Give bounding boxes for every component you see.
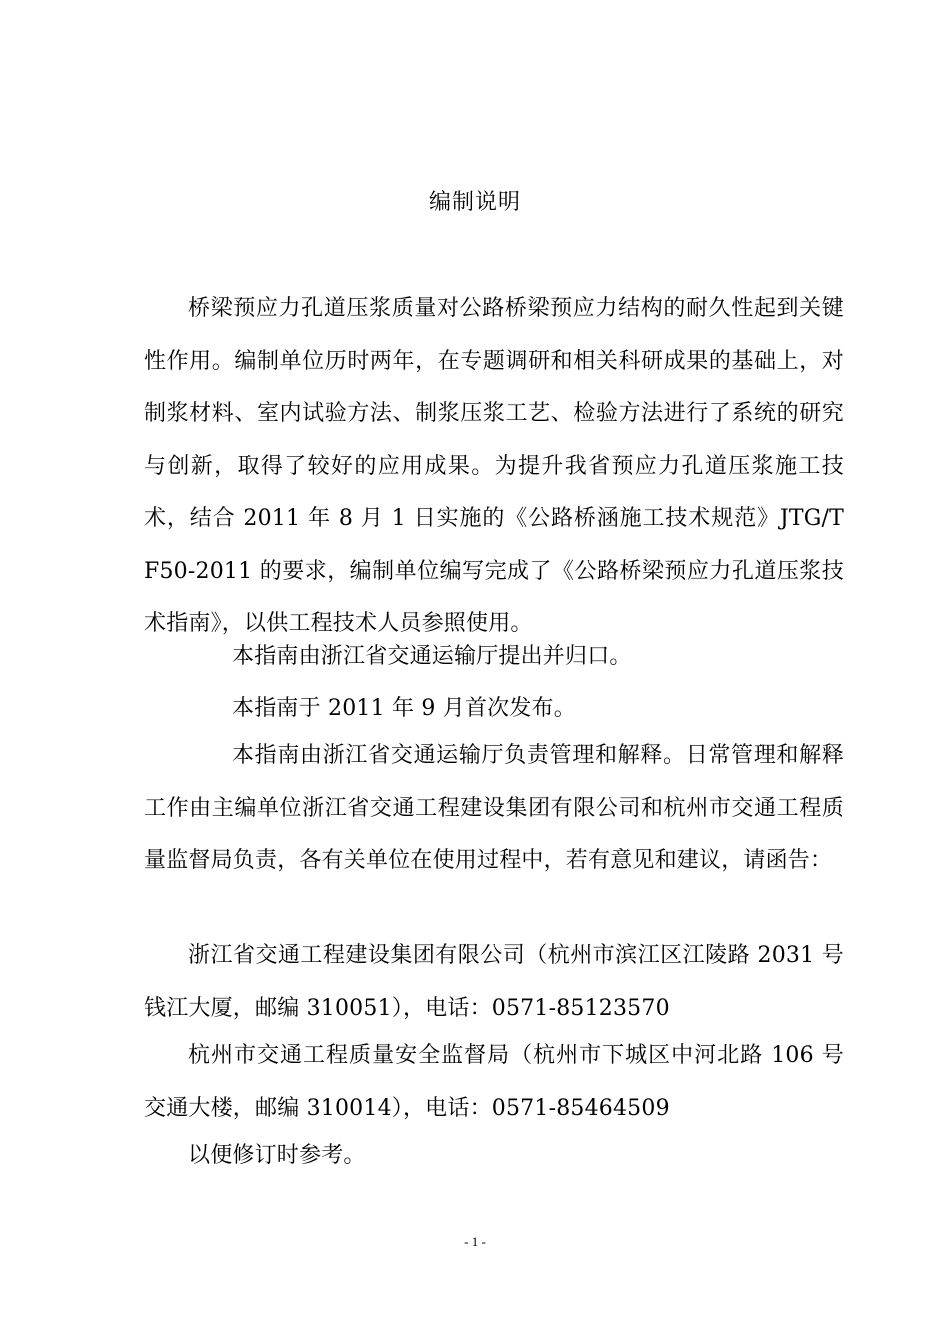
- paragraph-management: 本指南由浙江省交通运输厅负责管理和解释。日常管理和解释工作由主编单位浙江省交通工程建设集团有限公司和杭州市交通工程质量监督局负责，各有关单位在使用过程中，若有意见和建议，请函告：: [144, 743, 844, 873]
- page-number: - 1 -: [464, 1234, 486, 1249]
- paragraph-responsible-dept: 本指南由浙江省交通运输厅提出并归口。: [232, 644, 632, 669]
- paragraph-contact-2: 杭州市交通工程质量安全监督局（杭州市下城区中河北路 106 号交通大楼，邮编 310014），电话：0571-85464509: [144, 1043, 844, 1121]
- paragraph-release-date: 本指南于 2011 年 9 月首次发布。: [232, 696, 576, 721]
- document-title: 编制说明: [428, 190, 521, 215]
- paragraph-contact-1: 浙江省交通工程建设集团有限公司（杭州市滨江区江陵路 2031 号钱江大厦，邮编 310051），电话：0571-85123570: [144, 943, 844, 1021]
- paragraph-intro: 桥梁预应力孔道压浆质量对公路桥梁预应力结构的耐久性起到关键性作用。编制单位历时两年，在专题调研和相关科研成果的基础上，对制浆材料、室内试验方法、制浆压浆工艺、检验方法进行了系统的研究与创新，取得了较好的应用成果。为提升我省预应力孔道压浆施工技术，结合 2011 年 8 月 1 日实施的《公路桥涵施工技术规范》JTG/T F50-2011 的要求，编制单位编写完成了《公路桥梁预应力孔道压浆技术指南》，以供工程技术人员参照使用。: [144, 296, 844, 636]
- paragraph-closing: 以便修订时参考。: [188, 1143, 366, 1168]
